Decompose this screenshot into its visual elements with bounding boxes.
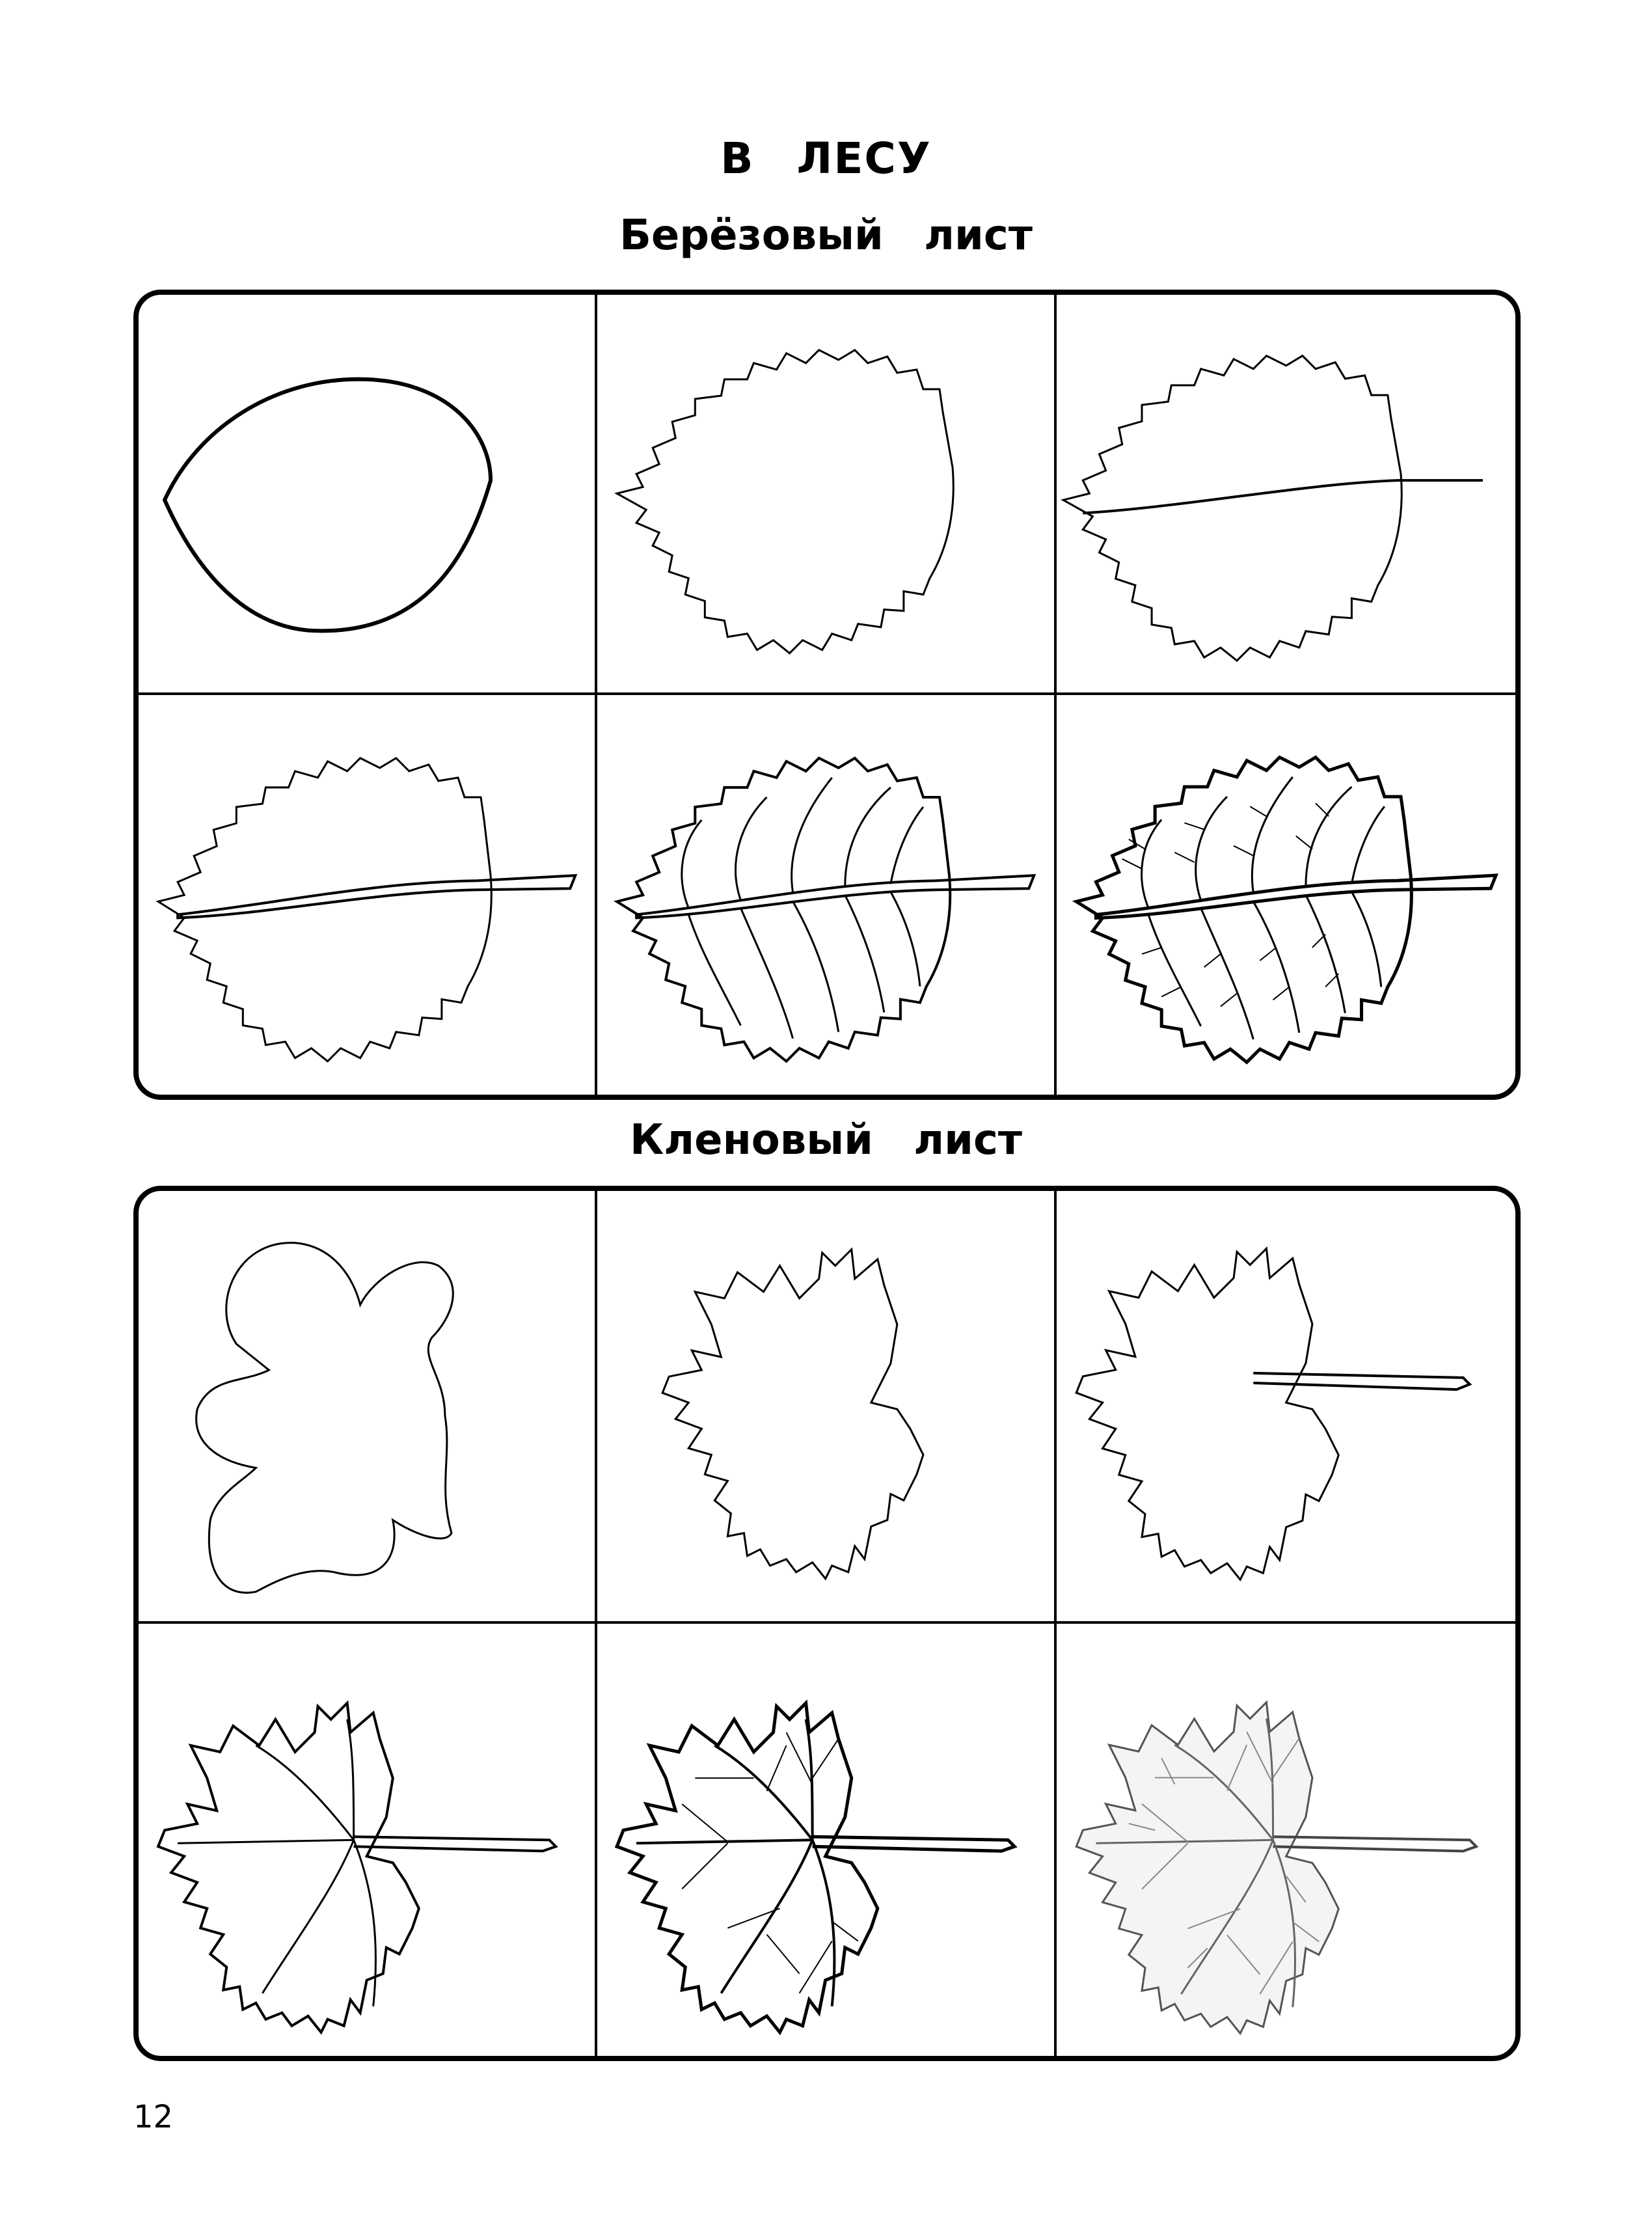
birch-step-3: [1057, 295, 1515, 695]
birch-section-title: Берёзовый лист: [619, 212, 1033, 260]
maple-step-6-drawing: [1057, 1624, 1515, 2057]
birch-step-4-drawing: [139, 695, 595, 1095]
birch-step-4: [139, 695, 597, 1095]
maple-section-title: Кленовый лист: [629, 1116, 1023, 1164]
birch-step-6-drawing: [1057, 695, 1515, 1095]
birch-step-2: [597, 295, 1056, 695]
maple-step-3-drawing: [1057, 1191, 1515, 1621]
maple-step-3: [1057, 1191, 1515, 1624]
birch-step-1-drawing: [139, 295, 595, 692]
maple-step-2: [597, 1191, 1056, 1624]
maple-step-4: [139, 1624, 597, 2057]
maple-step-6: [1057, 1624, 1515, 2057]
page-title: В ЛЕСУ: [720, 133, 932, 184]
maple-step-1: [139, 1191, 597, 1624]
maple-steps-panel: [133, 1186, 1521, 2061]
birch-steps-panel: [133, 290, 1521, 1100]
birch-step-1: [139, 295, 597, 695]
birch-step-3-drawing: [1057, 295, 1515, 692]
maple-step-5-drawing: [597, 1624, 1053, 2057]
page-number: 12: [133, 2099, 174, 2135]
birch-step-5: [597, 695, 1056, 1095]
maple-step-5: [597, 1624, 1056, 2057]
birch-step-5-drawing: [597, 695, 1053, 1095]
maple-step-2-drawing: [597, 1191, 1053, 1621]
birch-step-6: [1057, 695, 1515, 1095]
maple-step-4-drawing: [139, 1624, 595, 2057]
maple-step-1-drawing: [139, 1191, 595, 1621]
birch-step-2-drawing: [597, 295, 1053, 692]
